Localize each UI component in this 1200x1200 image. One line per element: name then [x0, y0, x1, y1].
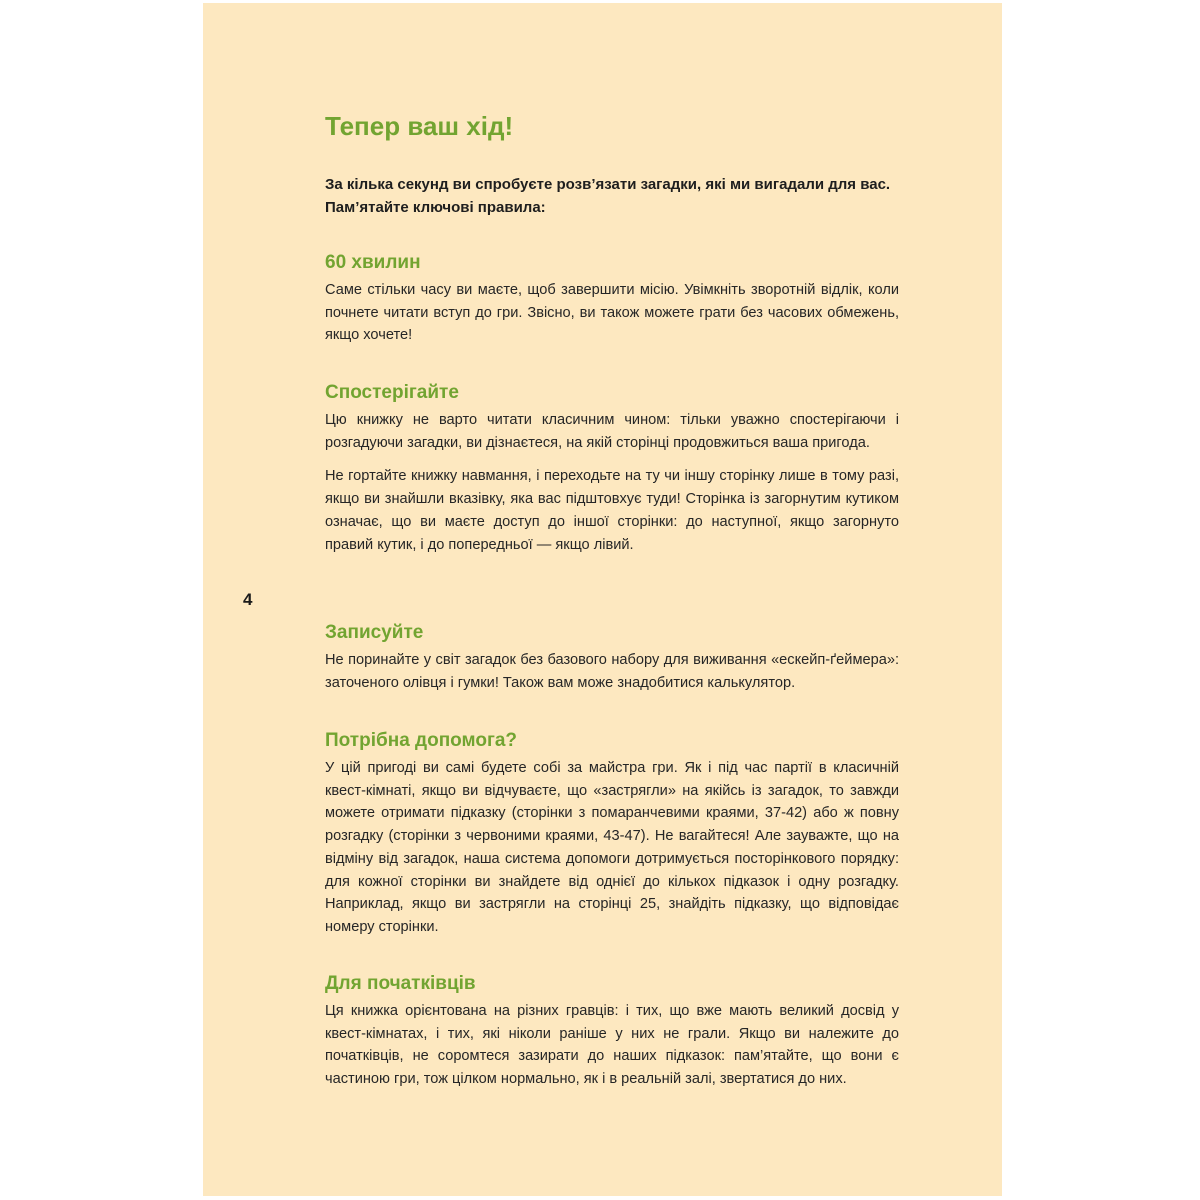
- page-number: 4: [243, 590, 253, 609]
- section-need-help: [325, 729, 899, 950]
- section-paragraph: Саме стільки часу ви маєте, щоб завершити місію. Увімкніть зворотній відлік, коли почнете читати вступ до гри. Звісно, ви також можете грати без часових обмежень, якщо хочете!: [325, 282, 899, 344]
- section-60-minutes: [325, 251, 899, 358]
- section-heading: 60 хвилин: [325, 252, 421, 273]
- section-heading: Для початківців: [325, 973, 476, 994]
- section-heading: Потрібна допомога?: [325, 730, 518, 751]
- section-paragraph: У цій пригоді ви самі будете собі за майстра гри. Як і під час партії в класичній квест-кімнаті, якщо ви відчуваєте, що «застрягли» на якійсь із загадок, то завжди можете отримати підказку (сторінки з помаранчевими краями, 37-42) або ж повну розгадку (сторінки з червоними краями, 43-47). Не вагайтеся! Але зауважте, що на відміну від загадок, наша система допомоги дотримується посторінкового порядку: для кожної сторінки ви знайдете від однієї до кількох підказок і одну розгадку. Наприклад, якщо ви застрягли на сторінці 25, знайдіть підказку, що відповідає номеру сторінки.: [325, 760, 899, 935]
- section-heading: Записуйте: [325, 622, 424, 643]
- section-write-down: [325, 621, 899, 705]
- page-title: Тепер ваш хід!: [325, 111, 514, 141]
- section-paragraph: Цю книжку не варто читати класичним чином: тільки уважно спостерігаючи і розгадуючи загадки, ви дізнаєтеся, на якій сторінці продовжиться ваша пригода.: [325, 412, 899, 451]
- book-page: [203, 3, 1002, 1196]
- section-heading: Спостерігайте: [325, 382, 459, 403]
- intro-text: За кілька секунд ви спробуєте розв’язати загадки, які ми вигадали для вас. Пам’ятайте ключові правила:: [325, 176, 891, 216]
- section-beginners: [325, 972, 899, 1102]
- section-paragraph: Ця книжка орієнтована на різних гравців: і тих, що вже мають великий досвід у квест-кімнатах, і тих, які ніколи раніше у них не грали. Якщо ви належите до початківців, не соромтеся зазирати до наших підказок: пам’ятайте, що вони є частиною гри, тож цілком нормально, як і в реальній залі, звертатися до них.: [325, 1003, 899, 1088]
- section-observe: [325, 381, 899, 567]
- section-paragraph: Не поринайте у світ загадок без базового набору для виживання «ескейп-ґеймера»: заточеного олівця і гумки! Також вам може знадобитися калькулятор.: [325, 652, 899, 691]
- section-paragraph: Не гортайте книжку навмання, і переходьте на ту чи іншу сторінку лише в тому разі, якщо ви знайшли вказівку, яка вас підштовхує туди! Сторінка із загорнутим кутиком означає, що ви маєте доступ до іншої сторінки: до наступної, якщо загорнуто правий кутик, і до попередньої — якщо лівий.: [325, 468, 899, 553]
